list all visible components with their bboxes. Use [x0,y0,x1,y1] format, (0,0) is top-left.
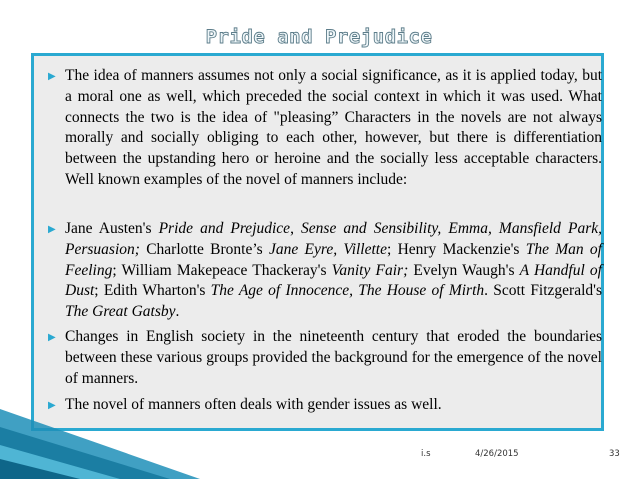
bullet-item [48,219,602,323]
text-run: The novel of manners often deals with gender issues as well. [65,396,442,413]
italic-title-text: The Man of Feeling [65,240,602,279]
text-run: ; Edith Wharton's [94,282,211,300]
text-run: The idea of manners assumes not only a social significance, as it is applied today, but a moral one as well, which preceded the social context in which it was used. What connects the two is the idea of "pleasing” Characters in the novels are not always morally and socially obliging to each other, however, but there is differentiation between the upstanding hero or heroine and the socially less acceptable characters. Well known examples of the novel of manners include: [65,67,602,188]
bullet-arrow-icon: ▶ [48,224,56,235]
text-run: Charlotte Bronte’s [139,240,269,258]
text-run: . Scott Fitzgerald's [484,282,602,300]
footer-author: i.s [421,449,431,459]
text-run: Evelyn Waugh's [408,261,520,279]
italic-title-text: Jane Eyre, Villette [268,240,387,258]
bullet-item [48,327,602,389]
footer-date: 4/26/2015 [475,449,519,459]
text-run: , [290,220,302,237]
bullet-arrow-icon: ▶ [48,71,56,82]
text-run: . [175,303,180,321]
italic-title-text: Vanity Fair; [331,261,409,279]
page-number: 33 [609,449,620,459]
bullet-text [65,327,602,389]
bullet-item [48,66,602,191]
text-run: Changes in English society in the nineteenth century that eroded the boundaries between these various groups provided the background for the emergence of the novel of manners. [65,328,602,387]
bullet-arrow-icon: ▶ [48,332,56,343]
text-run: Jane Austen's [65,220,159,237]
corner-wave-decoration [0,399,220,479]
italic-title-text: The Great Gatsby [65,303,176,321]
italic-title-text: A Handful of Dust [65,261,602,300]
bullet-text [65,219,602,323]
text-run: ; William Makepeace Thackeray's [112,261,332,279]
italic-title-text: Sense and Sensibility, Emma, Mansfield Park, Persuasion; [65,220,602,258]
italic-title-text: The Age of Innocence, The House of Mirth [210,282,485,300]
bullet-text [65,66,602,191]
bullet-arrow-icon: ▶ [48,400,56,411]
italic-title-text: Pride and Prejudice [158,220,291,237]
text-run: ; Henry Mackenzie's [386,240,526,258]
slide-title: Pride and Prejudice [205,26,433,48]
